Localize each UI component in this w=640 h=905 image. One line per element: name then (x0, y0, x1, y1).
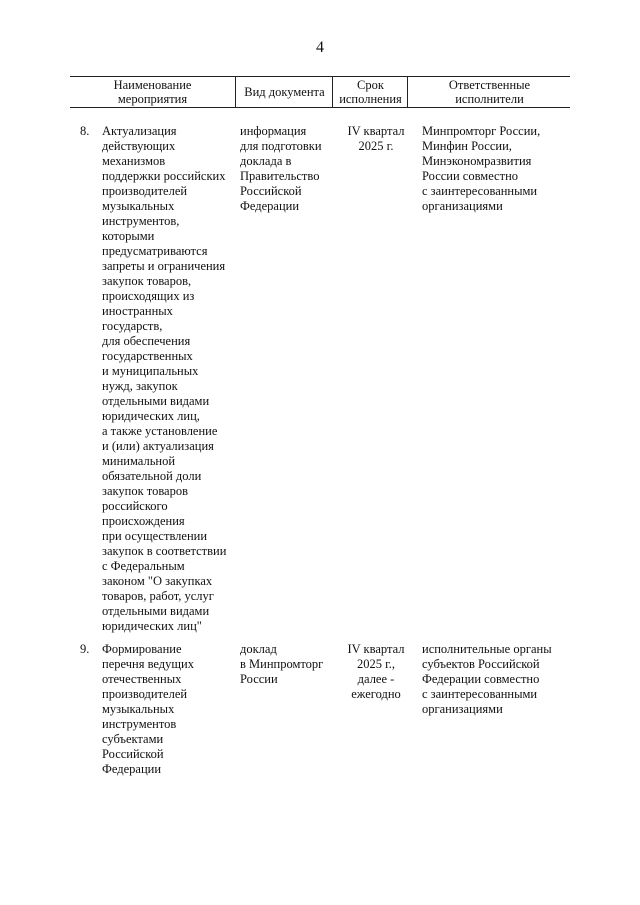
responsible-executors: исполнительные органы субъектов Российской Федерации совместно с заинтересованными организациями (422, 642, 552, 716)
header-document-type: Вид документа (235, 77, 333, 107)
row-number: 9. (80, 642, 90, 656)
document-type: информация для подготовки доклада в Правительство Российской Федерации (240, 124, 322, 213)
header-event-name: Наименование мероприятия (113, 78, 192, 106)
header-responsible: Ответственные исполнители (407, 77, 571, 107)
header-deadline: Срок исполнения (332, 77, 408, 107)
deadline: IV квартал 2025 г. (347, 124, 405, 153)
deadline: IV квартал 2025 г., далее - ежегодно (347, 642, 405, 701)
table-header (70, 76, 570, 108)
document-type: доклад в Минпромторг России (240, 642, 324, 686)
row-number: 8. (80, 124, 90, 138)
event-name: Актуализация действующих механизмов поддержки российских производителей музыкальных инструментов, которыми предусматриваются запреты и ограничения закупок товаров, происходящих из иностранных государств, для обеспечения государственных и муниципальных нужд, закупок отдельными видами юридических лиц, а также установление и (или) актуализация минимальной обязательной доли закупок товаров российского происхождения при осуществлении закупок в соответствии с Федеральным законом "О закупках товаров, работ, услуг отдельными видами юридических лиц" (102, 124, 227, 633)
responsible-executors: Минпромторг России, Минфин России, Минэкономразвития России совместно с заинтересованными организациями (422, 124, 541, 213)
event-name: Формирование перечня ведущих отечественных производителей музыкальных инструментов субъектами Российской Федерации (102, 642, 194, 776)
page-number: 4 (316, 39, 324, 56)
